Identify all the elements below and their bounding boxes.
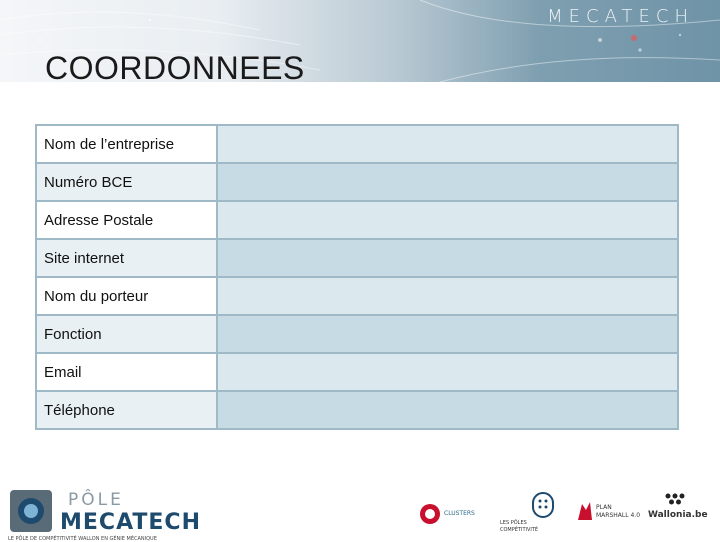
field-label-phone: Téléphone <box>36 391 217 429</box>
poles-icon <box>532 492 554 518</box>
field-value-phone[interactable] <box>217 391 678 429</box>
clusters-icon <box>418 502 442 526</box>
poles-label: LES PÔLES COMPÉTITIVITÉ <box>500 520 539 533</box>
form-row <box>36 201 678 239</box>
pole-mecatech-logo <box>6 486 206 542</box>
plan-marshall-logo <box>576 498 642 528</box>
footer-logos <box>0 480 720 540</box>
field-value-bce-number[interactable] <box>217 163 678 201</box>
field-label-function: Fonction <box>36 315 217 353</box>
wallonia-logo <box>648 490 706 534</box>
clusters-label: CLUSTERS <box>444 510 475 517</box>
brand-wordmark: MECATECH <box>547 6 694 27</box>
field-label-bce-number: Numéro BCE <box>36 163 217 201</box>
field-label-postal-address: Adresse Postale <box>36 201 217 239</box>
form-row <box>36 239 678 277</box>
plan-marshall-label: PLAN MARSHALL 4.0 <box>596 504 641 519</box>
clusters-logo <box>418 500 480 530</box>
wallonia-label: Wallonia.be <box>648 510 708 520</box>
form-row <box>36 163 678 201</box>
field-label-website: Site internet <box>36 239 217 277</box>
mecatech-label: MECATECH <box>60 510 201 535</box>
form-row <box>36 353 678 391</box>
poles-competitivite-logo <box>500 492 560 536</box>
page-title: COORDONNEES <box>45 50 305 82</box>
rooster-icon <box>576 500 594 522</box>
wallonia-icon <box>664 492 686 506</box>
field-value-company-name[interactable] <box>217 125 678 163</box>
contact-form-table <box>35 124 679 430</box>
field-value-function[interactable] <box>217 315 678 353</box>
form-row <box>36 125 678 163</box>
field-label-holder-name: Nom du porteur <box>36 277 217 315</box>
field-label-company-name: Nom de l’entreprise <box>36 125 217 163</box>
form-row <box>36 315 678 353</box>
field-value-postal-address[interactable] <box>217 201 678 239</box>
field-value-email[interactable] <box>217 353 678 391</box>
form-row <box>36 277 678 315</box>
pole-label: PÔLE <box>68 490 124 510</box>
header-banner <box>0 0 720 82</box>
field-value-website[interactable] <box>217 239 678 277</box>
pole-logo-icon <box>10 490 52 532</box>
form-row <box>36 391 678 429</box>
field-label-email: Email <box>36 353 217 391</box>
field-value-holder-name[interactable] <box>217 277 678 315</box>
pole-tagline: LE PÔLE DE COMPÉTITIVITÉ WALLON EN GÉNIE MÉCANIQUE <box>8 536 157 542</box>
